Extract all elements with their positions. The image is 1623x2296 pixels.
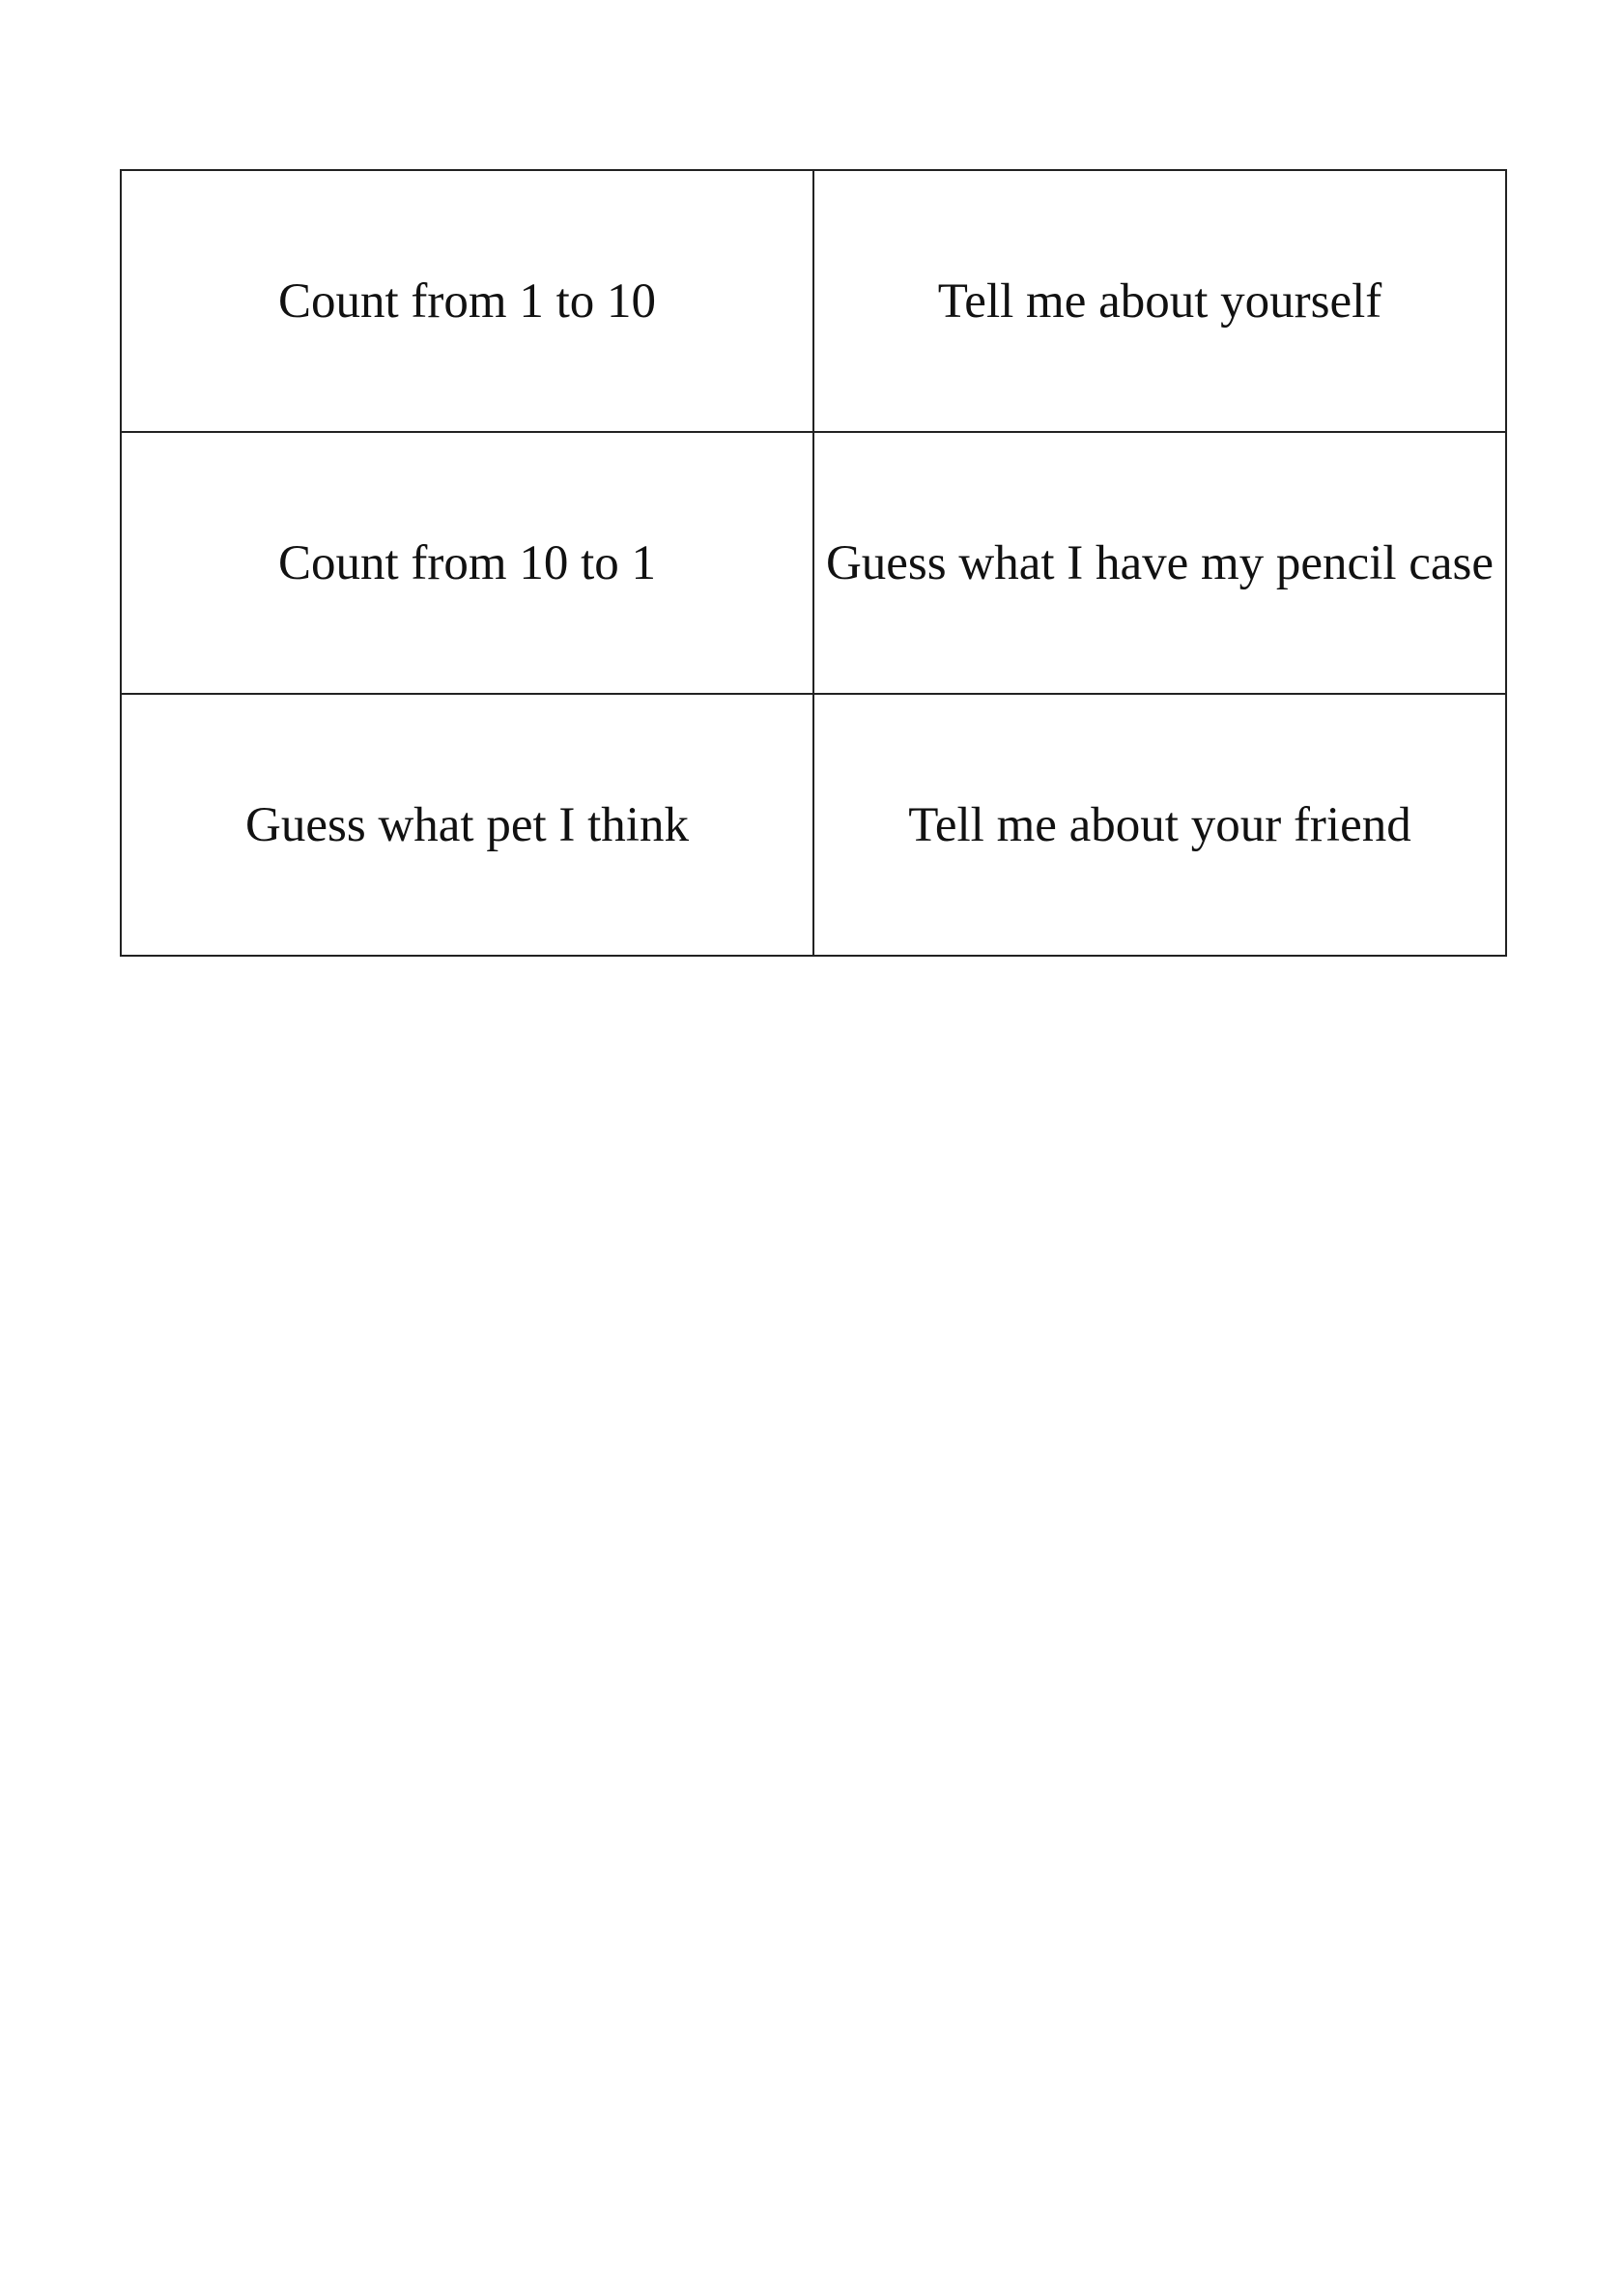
speaking-cards-table xyxy=(120,169,1507,957)
card-guess-pencil-case: Guess what I have my pencil case xyxy=(813,432,1506,694)
table-row xyxy=(121,694,1506,956)
card-count-1-to-10: Count from 1 to 10 xyxy=(121,170,813,432)
card-guess-pet: Guess what pet I think xyxy=(121,694,813,956)
card-tell-about-friend: Tell me about your friend xyxy=(813,694,1506,956)
table-row xyxy=(121,170,1506,432)
table-row xyxy=(121,432,1506,694)
card-count-10-to-1: Count from 10 to 1 xyxy=(121,432,813,694)
card-tell-about-yourself: Tell me about yourself xyxy=(813,170,1506,432)
